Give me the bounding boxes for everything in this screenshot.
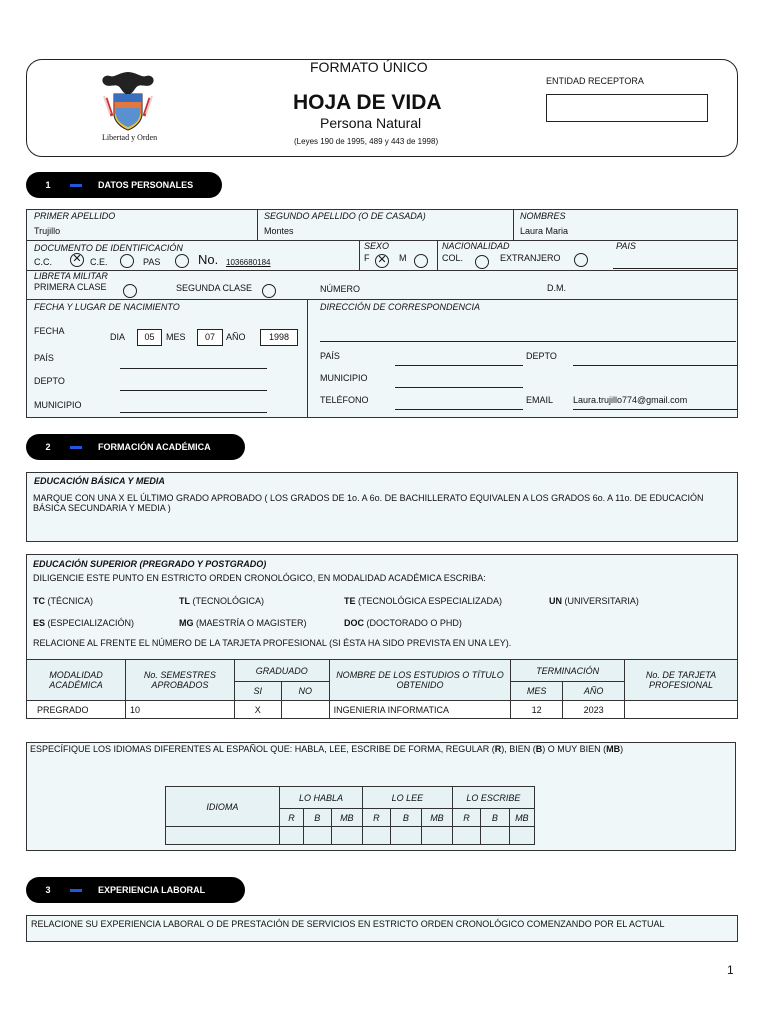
mes-field[interactable]: 07 [197, 329, 223, 346]
habla-r-cell[interactable] [279, 827, 303, 845]
anio-label: AÑO [226, 332, 246, 342]
educacion-superior-title: EDUCACIÓN SUPERIOR (PREGRADO Y POSTGRADO) [33, 559, 267, 569]
legend-tc: TC (TÉCNICA) [33, 596, 93, 606]
pais-nacimiento-line[interactable] [120, 368, 267, 369]
lee-r: R [363, 809, 390, 827]
col-label: COL. [442, 253, 464, 263]
escribe-b: B [481, 809, 509, 827]
extranjero-label: EXTRANJERO [500, 253, 561, 263]
no-label: No. [198, 252, 219, 267]
section-1-header [26, 172, 222, 198]
dia-label: DIA [110, 332, 126, 342]
escribe-mb: MB [509, 809, 534, 827]
sexo-f-checkbox[interactable] [375, 254, 389, 268]
page-title: HOJA DE VIDA [293, 91, 442, 114]
pas-checkbox[interactable] [175, 254, 189, 268]
idiomas-instructions: ESPECÍFIQUE LOS IDIOMAS DIFERENTES AL ESPAÑOL QUE: HABLA, LEE, ESCRIBE DE FORMA, REGULAR (R), BIEN (B) O MUY BIEN (MB) [30, 744, 624, 754]
modalidad-cell[interactable]: PREGRADO [27, 701, 126, 719]
dia-field[interactable]: 05 [137, 329, 162, 346]
educacion-basica-title: EDUCACIÓN BÁSICA Y MEDIA [34, 476, 165, 486]
section-number: 2 [45, 442, 51, 452]
section-title: FORMACIÓN ACADÉMICA [98, 442, 211, 452]
cc-label: C.C. [34, 257, 52, 267]
cc-checkbox[interactable] [70, 253, 84, 267]
pais-corresp-line[interactable] [395, 365, 523, 366]
col-si: SI [234, 682, 281, 701]
direccion-label: DIRECCIÓN DE CORRESPONDENCIA [320, 302, 481, 312]
pas-label: PAS [143, 257, 161, 267]
col-no: NO [281, 682, 329, 701]
numero-label: NÚMERO [320, 284, 360, 294]
segundo-apellido-value[interactable]: Montes [264, 226, 294, 236]
fecha-label: FECHA [34, 326, 65, 336]
doc-number-value[interactable]: 1036680184 [226, 258, 271, 267]
email-label: EMAIL [526, 395, 554, 405]
tarjeta-instructions: RELACIONE AL FRENTE EL NÚMERO DE LA TARJETA PROFESIONAL (SI ÉSTA HA SIDO PREVISTA EN UNA LEY). [33, 638, 512, 648]
segunda-clase-checkbox[interactable] [262, 284, 276, 298]
legend-te: TE (TECNOLÓGICA ESPECIALIZADA) [344, 596, 503, 606]
documento-label: DOCUMENTO DE IDENTIFICACIÓN [34, 243, 183, 253]
nombres-label: NOMBRES [520, 211, 566, 221]
ce-checkbox[interactable] [120, 254, 134, 268]
logo-caption: Libertad y Orden [102, 133, 158, 142]
lee-mb: MB [422, 809, 453, 827]
habla-b-cell[interactable] [304, 827, 331, 845]
depto-nacimiento-label: DEPTO [34, 376, 65, 386]
extranjero-checkbox[interactable] [574, 253, 588, 267]
direccion-line[interactable] [320, 341, 736, 342]
anio-cell[interactable]: 2023 [563, 701, 625, 719]
tarjeta-cell[interactable] [625, 701, 738, 719]
escribe-r-cell[interactable] [452, 827, 480, 845]
col-semestres: No. SEMESTRES APROBADOS [125, 660, 234, 701]
telefono-label: TELÉFONO [320, 395, 369, 405]
col-lo-habla: LO HABLA [279, 787, 362, 809]
depto-corresp-label: DEPTO [526, 351, 557, 361]
col-terminacion: TERMINACIÓN [511, 660, 625, 682]
municipio-corresp-line[interactable] [395, 387, 523, 388]
sexo-label: SEXO [364, 241, 390, 251]
f-label: F [364, 253, 370, 263]
legend-un: UN (UNIVERSITARIA) [549, 596, 639, 606]
nombres-value[interactable]: Laura Maria [520, 226, 569, 236]
col-modalidad: MODALIDAD ACADÉMICA [27, 660, 126, 701]
legend-tl: TL (TECNOLÓGICA) [179, 596, 265, 606]
nacionalidad-label: NACIONALIDAD [442, 241, 510, 251]
col-tarjeta: No. DE TARJETA PROFESIONAL [625, 660, 738, 701]
sexo-m-checkbox[interactable] [414, 254, 428, 268]
legend-doc: DOC (DOCTORADO O PHD) [344, 618, 462, 628]
habla-mb-cell[interactable] [331, 827, 363, 845]
experiencia-text: RELACIONE SU EXPERIENCIA LABORAL O DE PRESTACIÓN DE SERVICIOS EN ESTRICTO ORDEN CRONOLÓGICO COMENZANDO POR EL ACTUAL [31, 919, 665, 929]
coat-of-arms-logo [96, 68, 160, 146]
pais-nac-label: PAIS [616, 241, 636, 251]
lee-r-cell[interactable] [363, 827, 390, 845]
nombre-cell[interactable]: INGENIERIA INFORMATICA [329, 701, 511, 719]
municipio-corresp-label: MUNICIPIO [320, 373, 368, 383]
idiomas-table [165, 786, 535, 845]
mes-cell[interactable]: 12 [511, 701, 563, 719]
col-lo-escribe: LO ESCRIBE [452, 787, 534, 809]
email-value[interactable]: Laura.trujillo774@gmail.com [573, 395, 688, 405]
habla-b: B [304, 809, 331, 827]
col-anio: AÑO [563, 682, 625, 701]
educacion-basica-text-1: MARQUE CON UNA X EL ÚLTIMO GRADO APROBADO ( LOS GRADOS DE 1o. A 6o. DE BACHILLERATO EQUIVALEN A LOS GRADOS 6o. A 11o. DE EDUCACIÓN [33, 493, 704, 503]
formato-unico: FORMATO ÚNICO [310, 59, 428, 75]
section-number: 3 [45, 885, 51, 895]
pais-nac-line[interactable] [613, 268, 737, 269]
habla-mb: MB [331, 809, 363, 827]
habla-r: R [279, 809, 303, 827]
dm-label: D.M. [547, 283, 566, 293]
segunda-clase-label: SEGUNDA CLASE [176, 283, 253, 293]
segundo-apellido-label: SEGUNDO APELLIDO (O DE CASADA) [264, 211, 426, 221]
table-row [27, 701, 738, 719]
ce-label: C.E. [90, 257, 108, 267]
col-mes: MES [511, 682, 563, 701]
email-line [573, 409, 737, 410]
municipio-nacimiento-label: MUNICIPIO [34, 400, 82, 410]
anio-field[interactable]: 1998 [260, 329, 298, 346]
page-number: 1 [727, 963, 734, 977]
pais-corresp-label: PAÍS [320, 351, 340, 361]
pais-nacimiento-label: PAÍS [34, 353, 54, 363]
si-cell[interactable]: X [234, 701, 281, 719]
educacion-superior-table [26, 659, 738, 719]
idioma-cell[interactable] [166, 827, 280, 845]
telefono-line[interactable] [395, 409, 523, 410]
escribe-r: R [452, 809, 480, 827]
primera-clase-label: PRIMERA CLASE [34, 282, 107, 292]
section-2-header [26, 434, 245, 460]
escribe-mb-cell[interactable] [509, 827, 534, 845]
entidad-label: ENTIDAD RECEPTORA [546, 76, 644, 86]
legend-mg: MG (MAESTRÍA O MAGISTER) [179, 618, 307, 628]
col-checkbox[interactable] [475, 255, 489, 269]
section-3-header [26, 877, 245, 903]
lee-b-cell[interactable] [390, 827, 422, 845]
col-idioma: IDIOMA [166, 787, 280, 827]
semestres-cell[interactable]: 10 [125, 701, 234, 719]
section-connector [70, 184, 82, 187]
primera-clase-checkbox[interactable] [123, 284, 137, 298]
legend-es: ES (ESPECIALIZACIÓN) [33, 618, 135, 628]
section-connector [70, 889, 82, 892]
entidad-field[interactable] [546, 94, 708, 122]
col-lo-lee: LO LEE [363, 787, 453, 809]
municipio-nacimiento-line[interactable] [120, 412, 267, 413]
primer-apellido-value[interactable]: Trujillo [34, 226, 61, 236]
lee-b: B [390, 809, 422, 827]
lee-mb-cell[interactable] [422, 827, 453, 845]
col-nombre-estudios: NOMBRE DE LOS ESTUDIOS O TÍTULO OBTENIDO [329, 660, 511, 701]
section-title: DATOS PERSONALES [98, 180, 194, 190]
m-label: M [399, 253, 407, 263]
no-cell[interactable] [281, 701, 329, 719]
depto-corresp-line[interactable] [573, 365, 737, 366]
laws-text: (Leyes 190 de 1995, 489 y 443 de 1998) [294, 137, 439, 146]
depto-nacimiento-line[interactable] [120, 390, 267, 391]
table-row [166, 827, 535, 845]
col-graduado: GRADUADO [234, 660, 329, 682]
educacion-superior-text: DILIGENCIE ESTE PUNTO EN ESTRICTO ORDEN CRONOLÓGICO, EN MODALIDAD ACADÉMICA ESCRIBA: [33, 573, 486, 583]
primer-apellido-label: PRIMER APELLIDO [34, 211, 116, 221]
section-number: 1 [45, 180, 51, 190]
escribe-b-cell[interactable] [481, 827, 509, 845]
page-subtitle: Persona Natural [320, 115, 422, 131]
fecha-lugar-label: FECHA Y LUGAR DE NACIMIENTO [34, 302, 180, 312]
section-title: EXPERIENCIA LABORAL [98, 885, 206, 895]
section-connector [70, 446, 82, 449]
mes-label: MES [166, 332, 186, 342]
libreta-label: LIBRETA MILITAR [34, 271, 108, 281]
educacion-basica-text-2: BÁSICA SECUNDARIA Y MEDIA ) [33, 503, 171, 513]
